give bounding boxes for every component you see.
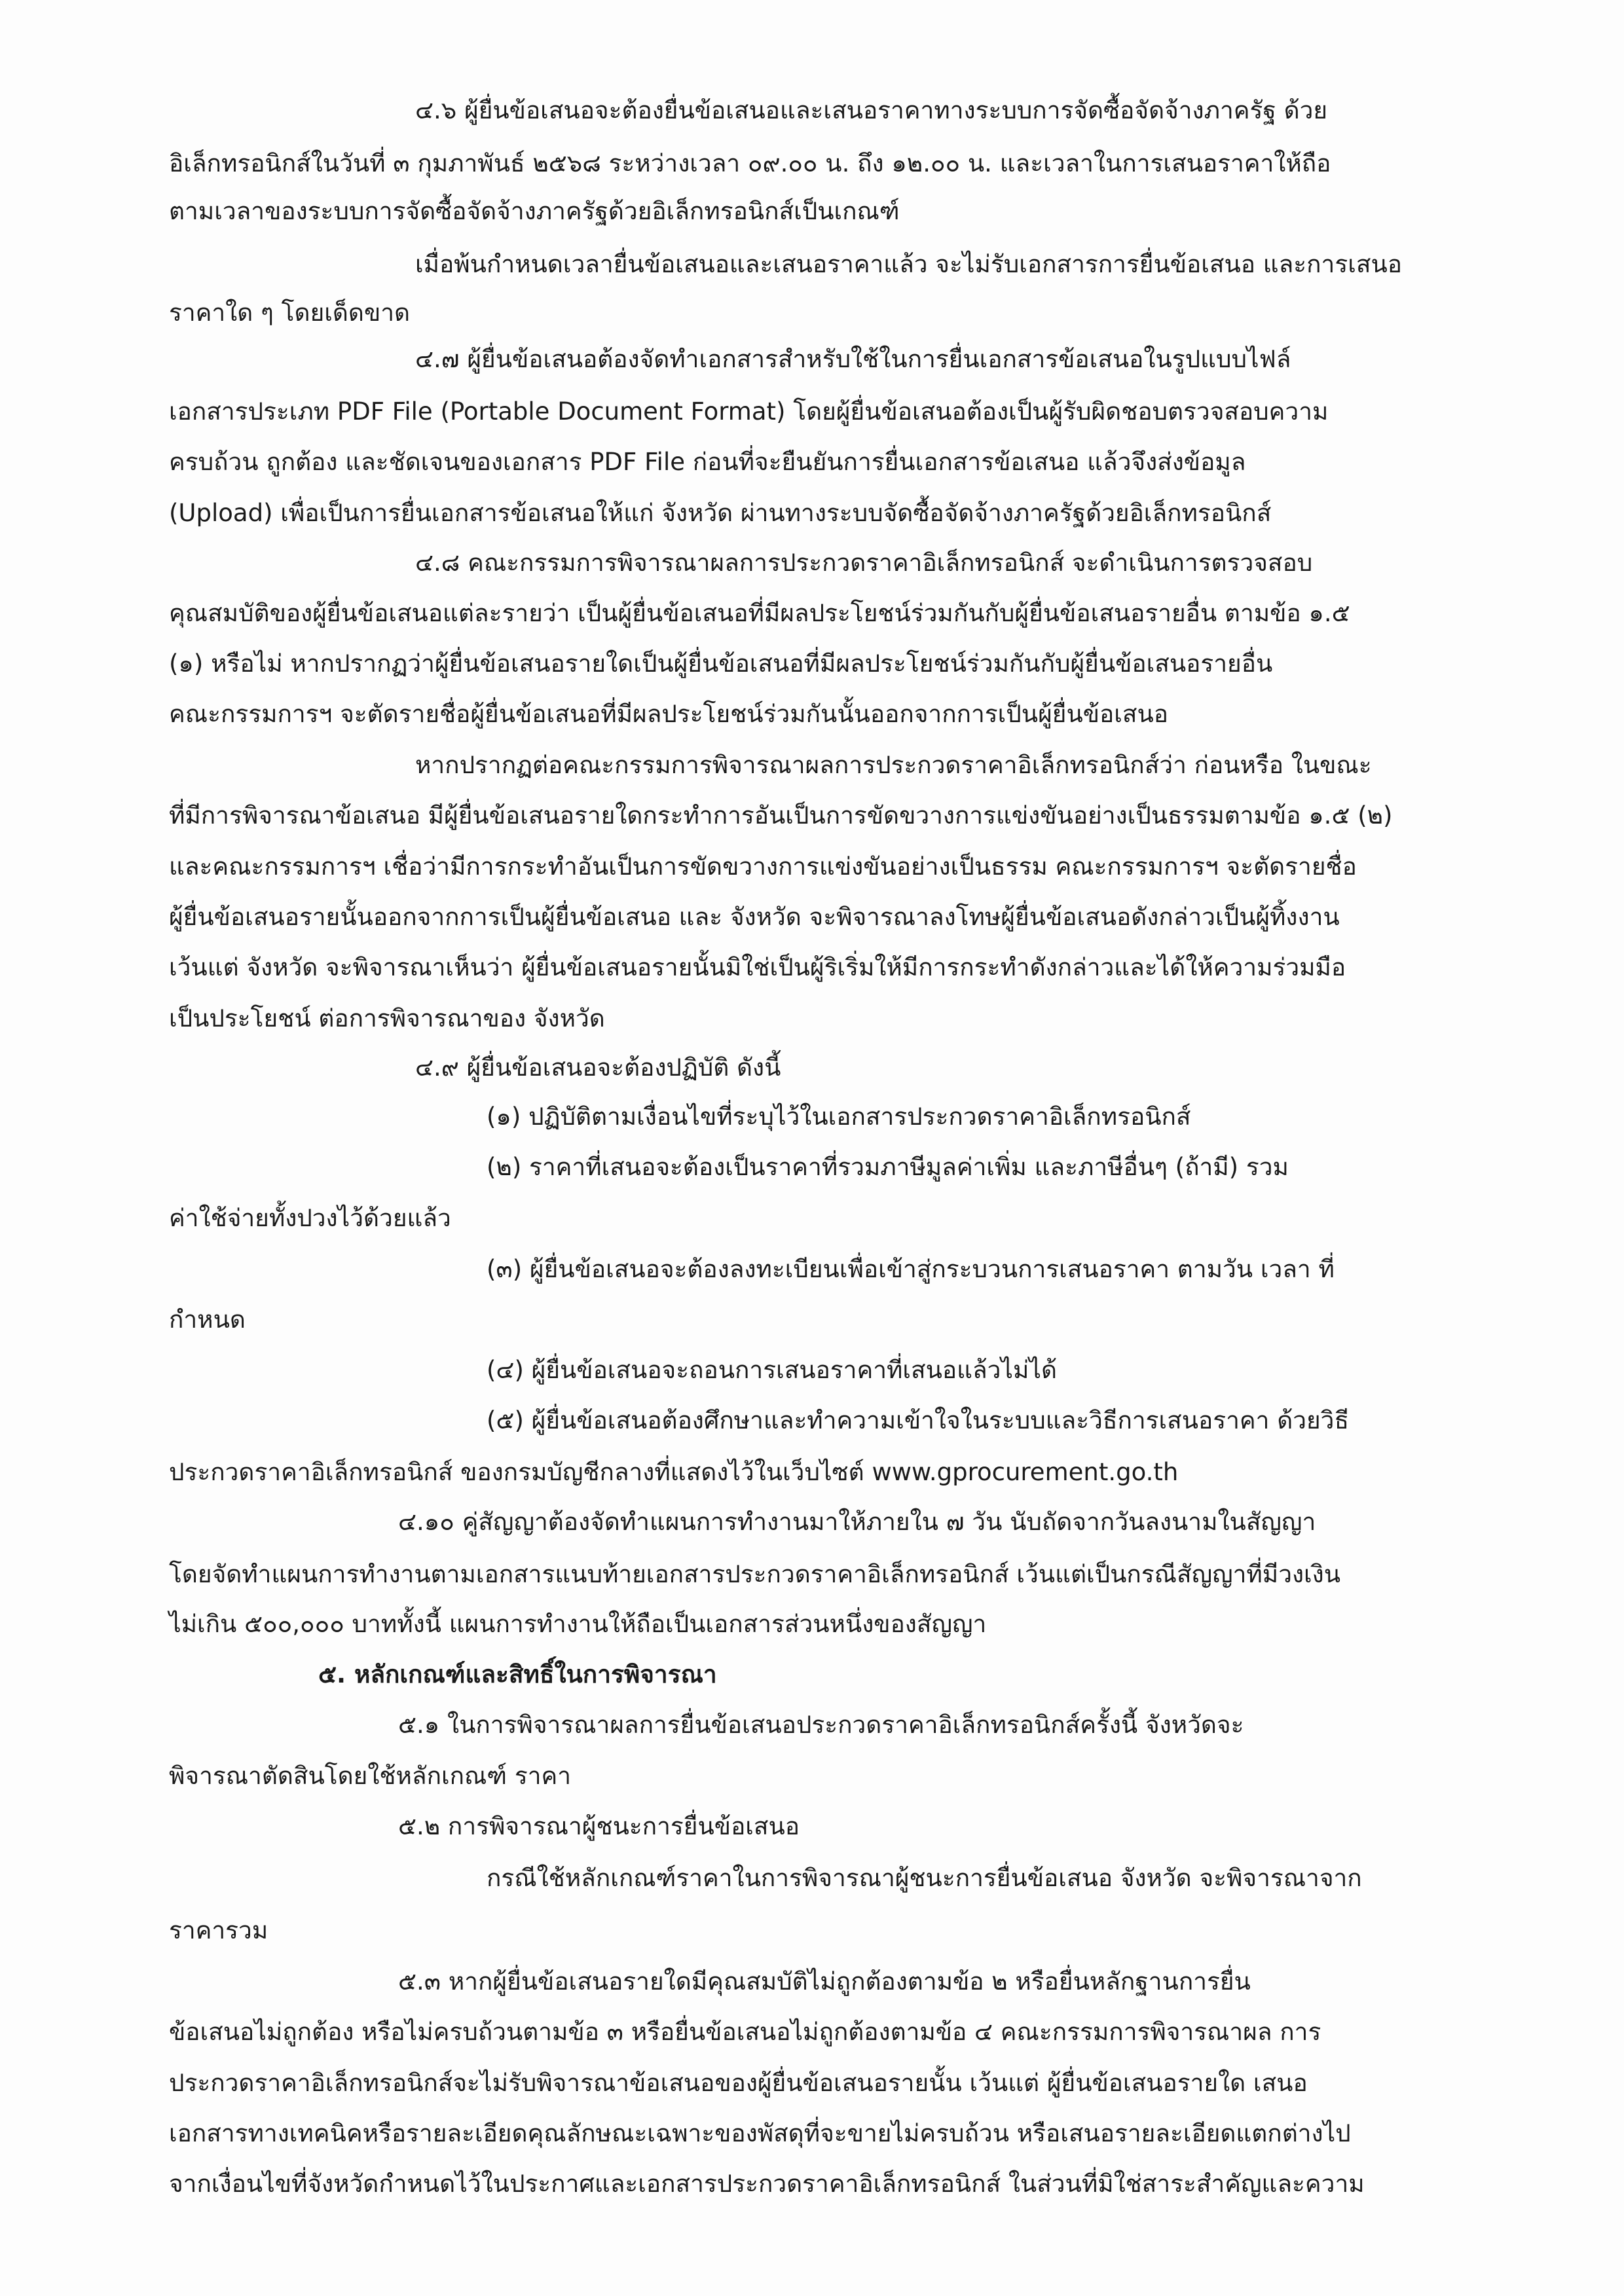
section-5-3-line-2: ข้อเสนอไม่ถูกต้อง หรือไม่ครบถ้วนตามข้อ ๓ หรือยื่นข้อเสนอไม่ถูกต้องตามข้อ ๔ คณะกรรมการพิจารณาผล การ — [169, 2018, 1321, 2046]
section-4-9-item-5-cont: ประกวดราคาอิเล็กทรอนิกส์ ของกรมบัญชีกลางที่แสดงไว้ในเว็บไซต์ www.gprocurement.go.th — [169, 1458, 1179, 1486]
section-5-heading: ๕. หลักเกณฑ์และสิทธิ์ในการพิจารณา — [318, 1660, 717, 1688]
section-4-8-line-5: หากปรากฏต่อคณะกรรมการพิจารณาผลการประกวดราคาอิเล็กทรอนิกส์ว่า ก่อนหรือ ในขณะ — [415, 751, 1372, 779]
section-4-6-line-2: อิเล็กทรอนิกส์ในวันที่ ๓ กุมภาพันธ์ ๒๕๖๘ ระหว่างเวลา ๐๙.๐๐ น. ถึง ๑๒.๐๐ น. และเวลาในการเสนอราคาให้ถือ — [169, 149, 1331, 177]
section-4-8-line-1: ๔.๘ คณะกรรมการพิจารณาผลการประกวดราคาอิเล็กทรอนิกส์ จะดำเนินการตรวจสอบ — [415, 549, 1313, 577]
section-4-9-item-1: (๑) ปฏิบัติตามเงื่อนไขที่ระบุไว้ในเอกสารประกวดราคาอิเล็กทรอนิกส์ — [487, 1102, 1191, 1131]
section-4-8-line-7: และคณะกรรมการฯ เชื่อว่ามีการกระทำอันเป็นการขัดขวางการแข่งขันอย่างเป็นธรรม คณะกรรมการฯ จะตัดรายชื่อ — [169, 852, 1357, 881]
section-5-2-line-2: กรณีใช้หลักเกณฑ์ราคาในการพิจารณาผู้ชนะการยื่นข้อเสนอ จังหวัด จะพิจารณาจาก — [487, 1864, 1362, 1892]
section-4-7-line-2: เอกสารประเภท PDF File (Portable Document Format) โดยผู้ยื่นข้อเสนอต้องเป็นผู้รับผิดชอบตรวจสอบความ — [169, 397, 1329, 426]
section-4-8-line-9: เว้นแต่ จังหวัด จะพิจารณาเห็นว่า ผู้ยื่นข้อเสนอรายนั้นมิใช่เป็นผู้ริเริ่มให้มีการกระทำดังกล่าวและได้ให้ความร่วมมือ — [169, 953, 1346, 981]
section-4-9-item-2: (๒) ราคาที่เสนอจะต้องเป็นราคาที่รวมภาษีมูลค่าเพิ่ม และภาษีอื่นๆ (ถ้ามี) รวม — [487, 1153, 1289, 1181]
section-4-10-line-2: โดยจัดทำแผนการทำงานตามเอกสารแนบท้ายเอกสารประกวดราคาอิเล็กทรอนิกส์ เว้นแต่เป็นกรณีสัญญาที่มีวงเงิน — [169, 1560, 1341, 1588]
section-4-9-item-3-cont: กำหนด — [169, 1305, 246, 1334]
section-5-2-line-1: ๕.๒ การพิจารณาผู้ชนะการยื่นข้อเสนอ — [398, 1812, 800, 1840]
section-4-7-line-3: ครบถ้วน ถูกต้อง และชัดเจนของเอกสาร PDF File ก่อนที่จะยืนยันการยื่นเอกสารข้อเสนอ แล้วจึงส่งข้อมูล — [169, 448, 1246, 476]
section-4-9-item-5: (๕) ผู้ยื่นข้อเสนอต้องศึกษาและทำความเข้าใจในระบบและวิธีการเสนอราคา ด้วยวิธี — [487, 1406, 1350, 1434]
section-4-6-line-5: ราคาใด ๆ โดยเด็ดขาด — [169, 299, 411, 327]
section-5-3-line-5: จากเงื่อนไขที่จังหวัดกำหนดไว้ในประกาศและเอกสารประกวดราคาอิเล็กทรอนิกส์ ในส่วนที่มิใช่สาระสำคัญและความ — [169, 2170, 1365, 2198]
section-4-9-item-4: (๔) ผู้ยื่นข้อเสนอจะถอนการเสนอราคาที่เสนอแล้วไม่ได้ — [487, 1356, 1058, 1384]
section-4-8-line-6: ที่มีการพิจารณาข้อเสนอ มีผู้ยื่นข้อเสนอรายใดกระทำการอันเป็นการขัดขวางการแข่งขันอย่างเป็นธรรมตามข้อ ๑.๕ (๒) — [169, 801, 1393, 829]
section-4-7-line-4: (Upload) เพื่อเป็นการยื่นเอกสารข้อเสนอให้แก่ จังหวัด ผ่านทางระบบจัดซื้อจัดจ้างภาครัฐด้วยอิเล็กทรอนิกส์ — [169, 499, 1272, 527]
section-5-2-line-3: ราคารวม — [169, 1916, 268, 1944]
section-4-8-line-2: คุณสมบัติของผู้ยื่นข้อเสนอแต่ละรายว่า เป็นผู้ยื่นข้อเสนอที่มีผลประโยชน์ร่วมกันกับผู้ยื่นข้อเสนอรายอื่น ตามข้อ ๑.๕ — [169, 599, 1350, 627]
section-4-9-item-3: (๓) ผู้ยื่นข้อเสนอจะต้องลงทะเบียนเพื่อเข้าสู่กระบวนการเสนอราคา ตามวัน เวลา ที่ — [487, 1255, 1335, 1283]
section-4-8-line-4: คณะกรรมการฯ จะตัดรายชื่อผู้ยื่นข้อเสนอที่มีผลประโยชน์ร่วมกันนั้นออกจากการเป็นผู้ยื่นข้อเสนอ — [169, 700, 1168, 728]
section-4-6-line-1: ๔.๖ ผู้ยื่นข้อเสนอจะต้องยื่นข้อเสนอและเสนอราคาทางระบบการจัดซื้อจัดจ้างภาครัฐ ด้วย — [415, 96, 1328, 124]
section-5-1-line-2: พิจารณาตัดสินโดยใช้หลักเกณฑ์ ราคา — [169, 1762, 572, 1790]
section-4-10-line-1: ๔.๑๐ คู่สัญญาต้องจัดทำแผนการทำงานมาให้ภายใน ๗ วัน นับถัดจากวันลงนามในสัญญา — [398, 1508, 1316, 1536]
section-4-8-line-3: (๑) หรือไม่ หากปรากฏว่าผู้ยื่นข้อเสนอรายใดเป็นผู้ยื่นข้อเสนอที่มีผลประโยชน์ร่วมกันกับผู้ยื่นข้อเสนอรายอื่น — [169, 649, 1273, 678]
section-4-8-line-10: เป็นประโยชน์ ต่อการพิจารณาของ จังหวัด — [169, 1004, 605, 1032]
section-4-6-line-3: ตามเวลาของระบบการจัดซื้อจัดจ้างภาครัฐด้วยอิเล็กทรอนิกส์เป็นเกณฑ์ — [169, 197, 900, 225]
section-4-6-line-4: เมื่อพ้นกำหนดเวลายื่นข้อเสนอและเสนอราคาแล้ว จะไม่รับเอกสารการยื่นข้อเสนอ และการเสนอ — [415, 250, 1402, 278]
section-5-1-line-1: ๕.๑ ในการพิจารณาผลการยื่นข้อเสนอประกวดราคาอิเล็กทรอนิกส์ครั้งนี้ จังหวัดจะ — [398, 1711, 1244, 1739]
section-4-10-line-3: ไม่เกิน ๕๐๐,๐๐๐ บาททั้งนี้ แผนการทำงานให้ถือเป็นเอกสารส่วนหนึ่งของสัญญา — [169, 1610, 987, 1638]
section-5-3-line-1: ๕.๓ หากผู้ยื่นข้อเสนอรายใดมีคุณสมบัติไม่ถูกต้องตามข้อ ๒ หรือยื่นหลักฐานการยื่น — [398, 1967, 1251, 1995]
section-5-3-line-4: เอกสารทางเทคนิคหรือรายละเอียดคุณลักษณะเฉพาะของพัสดุที่จะขายไม่ครบถ้วน หรือเสนอรายละเอียดแตกต่างไป — [169, 2119, 1351, 2147]
section-4-9-item-2-cont: ค่าใช้จ่ายทั้งปวงไว้ด้วยแล้ว — [169, 1204, 451, 1232]
section-5-3-line-3: ประกวดราคาอิเล็กทรอนิกส์จะไม่รับพิจารณาข้อเสนอของผู้ยื่นข้อเสนอรายนั้น เว้นแต่ ผู้ยื่นข้อเสนอรายใด เสนอ — [169, 2069, 1308, 2097]
section-4-9-line-1: ๔.๙ ผู้ยื่นข้อเสนอจะต้องปฏิบัติ ดังนี้ — [415, 1053, 781, 1082]
section-4-8-line-8: ผู้ยื่นข้อเสนอรายนั้นออกจากการเป็นผู้ยื่นข้อเสนอ และ จังหวัด จะพิจารณาลงโทษผู้ยื่นข้อเสนอดังกล่าวเป็นผู้ทิ้งงาน — [169, 903, 1340, 931]
section-4-7-line-1: ๔.๗ ผู้ยื่นข้อเสนอต้องจัดทำเอกสารสำหรับใช้ในการยื่นเอกสารข้อเสนอในรูปแบบไฟล์ — [415, 345, 1291, 373]
